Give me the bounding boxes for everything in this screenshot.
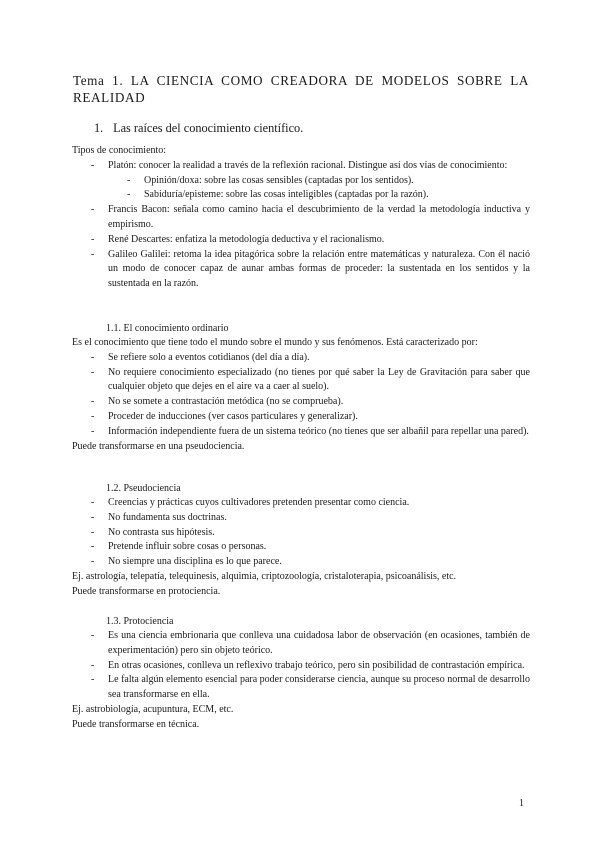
knowledge-types-intro: Tipos de conocimiento:	[72, 145, 167, 156]
pseudoscience-list	[72, 496, 530, 570]
list-item: - No requiere conocimiento especializado (no tienes por qué saber la Ley de Gravitación para saber que cualquier objeto que dejes en el aire va a caer al suelo).	[72, 366, 530, 396]
page-number: 1	[519, 798, 524, 809]
section-1-3-heading: 1.3. Protociencia	[106, 616, 174, 627]
section-1-2	[72, 481, 530, 600]
ordinary-knowledge-list	[72, 351, 530, 440]
sublist-item: - Sabiduría/episteme: sobre las cosas inteligibles (captadas por la razón).	[72, 188, 530, 203]
list-item: - Proceder de inducciones (ver casos particulares y generalizar).	[72, 410, 530, 425]
section-1-1-intro: Es el conocimiento que tiene todo el mundo sobre el mundo y sus fenómenos. Está caracterizado por:	[72, 337, 478, 348]
list-item-galileo: - Galileo Galilei: retoma la idea pitagórica sobre la relación entre matemáticas y naturaleza. Con él nació un modo de conocer capaz de aunar ambas formas de proceder: la sustentada en los sentidos y la sustentada en la razón.	[72, 248, 530, 292]
list-item-text: Platón: conocer la realidad a través de la reflexión racional. Distingue así dos vías de conocimiento:	[108, 159, 508, 171]
section-1-2-examples: Ej. astrología, telepatía, telequinesis, alquimia, criptozoología, cristaloterapia, psicoanálisis, etc.	[72, 570, 457, 582]
list-item: - Es una ciencia embrionaria que conlleva una cuidadosa labor de observación (en ocasiones, también de experimentación) pero sin objeto teórico.	[72, 629, 530, 659]
list-item-bacon: - Francis Bacon: señala como camino hacia el descubrimiento de la verdad la metodología inductiva y empirismo.	[72, 203, 530, 233]
section-1-2-heading: 1.2. Pseudociencia	[106, 483, 181, 494]
section-1-3-closing: Puede transformarse en técnica.	[72, 718, 200, 730]
knowledge-types-list-cont	[72, 203, 530, 292]
list-item-platon	[72, 159, 530, 174]
knowledge-types-list	[72, 159, 530, 174]
document-title: Tema 1. LA CIENCIA COMO CREADORA DE MODELOS SOBRE LA REALIDAD	[73, 73, 529, 105]
list-item: - No siempre una disciplina es lo que parece.	[72, 555, 530, 570]
section-1-3-examples: Ej. astrobiología, acupuntura, ECM, etc.	[72, 703, 234, 715]
list-item: - Creencias y prácticas cuyos cultivadores pretenden presentar como ciencia.	[72, 496, 530, 511]
section-1-heading-text: Las raíces del conocimiento científico.	[113, 121, 304, 135]
list-item: - Se refiere solo a eventos cotidianos (del día a día).	[72, 351, 530, 366]
sublist-item: - Opinión/doxa: sobre las cosas sensibles (captadas por los sentidos).	[72, 174, 530, 189]
list-item-descartes: - René Descartes: enfatiza la metodología deductiva y el racionalismo.	[72, 233, 530, 248]
list-item: - En otras ocasiones, conlleva un reflexivo trabajo teórico, pero sin posibilidad de contrastación empírica.	[72, 659, 530, 674]
section-1-number: 1.	[94, 121, 104, 135]
list-item: - Pretende influir sobre cosas o personas.	[72, 540, 530, 555]
section-1-heading	[94, 121, 303, 136]
section-1-1	[72, 321, 530, 454]
list-item: - No contrasta sus hipótesis.	[72, 526, 530, 541]
section-1-1-heading: 1.1. El conocimiento ordinario	[106, 323, 229, 334]
section-1-1-closing: Puede transformarse en una pseudociencia.	[72, 440, 245, 452]
list-item: - No fundamenta sus doctrinas.	[72, 511, 530, 526]
section-1-2-closing: Puede transformarse en protociencia.	[72, 585, 221, 597]
protoscience-list	[72, 629, 530, 703]
list-item: - Le falta algún elemento esencial para poder considerarse ciencia, aunque su proceso normal de desarrollo sea transformarse en ella.	[72, 673, 530, 703]
list-item: - Información independiente fuera de un sistema teórico (no tienes que ser albañil para repellar una pared).	[72, 425, 530, 440]
list-item: - No se somete a contrastación metódica (no se comprueba).	[72, 395, 530, 410]
section-1-3	[72, 614, 530, 733]
section-1-body	[72, 144, 530, 292]
platon-sublist	[72, 174, 530, 204]
